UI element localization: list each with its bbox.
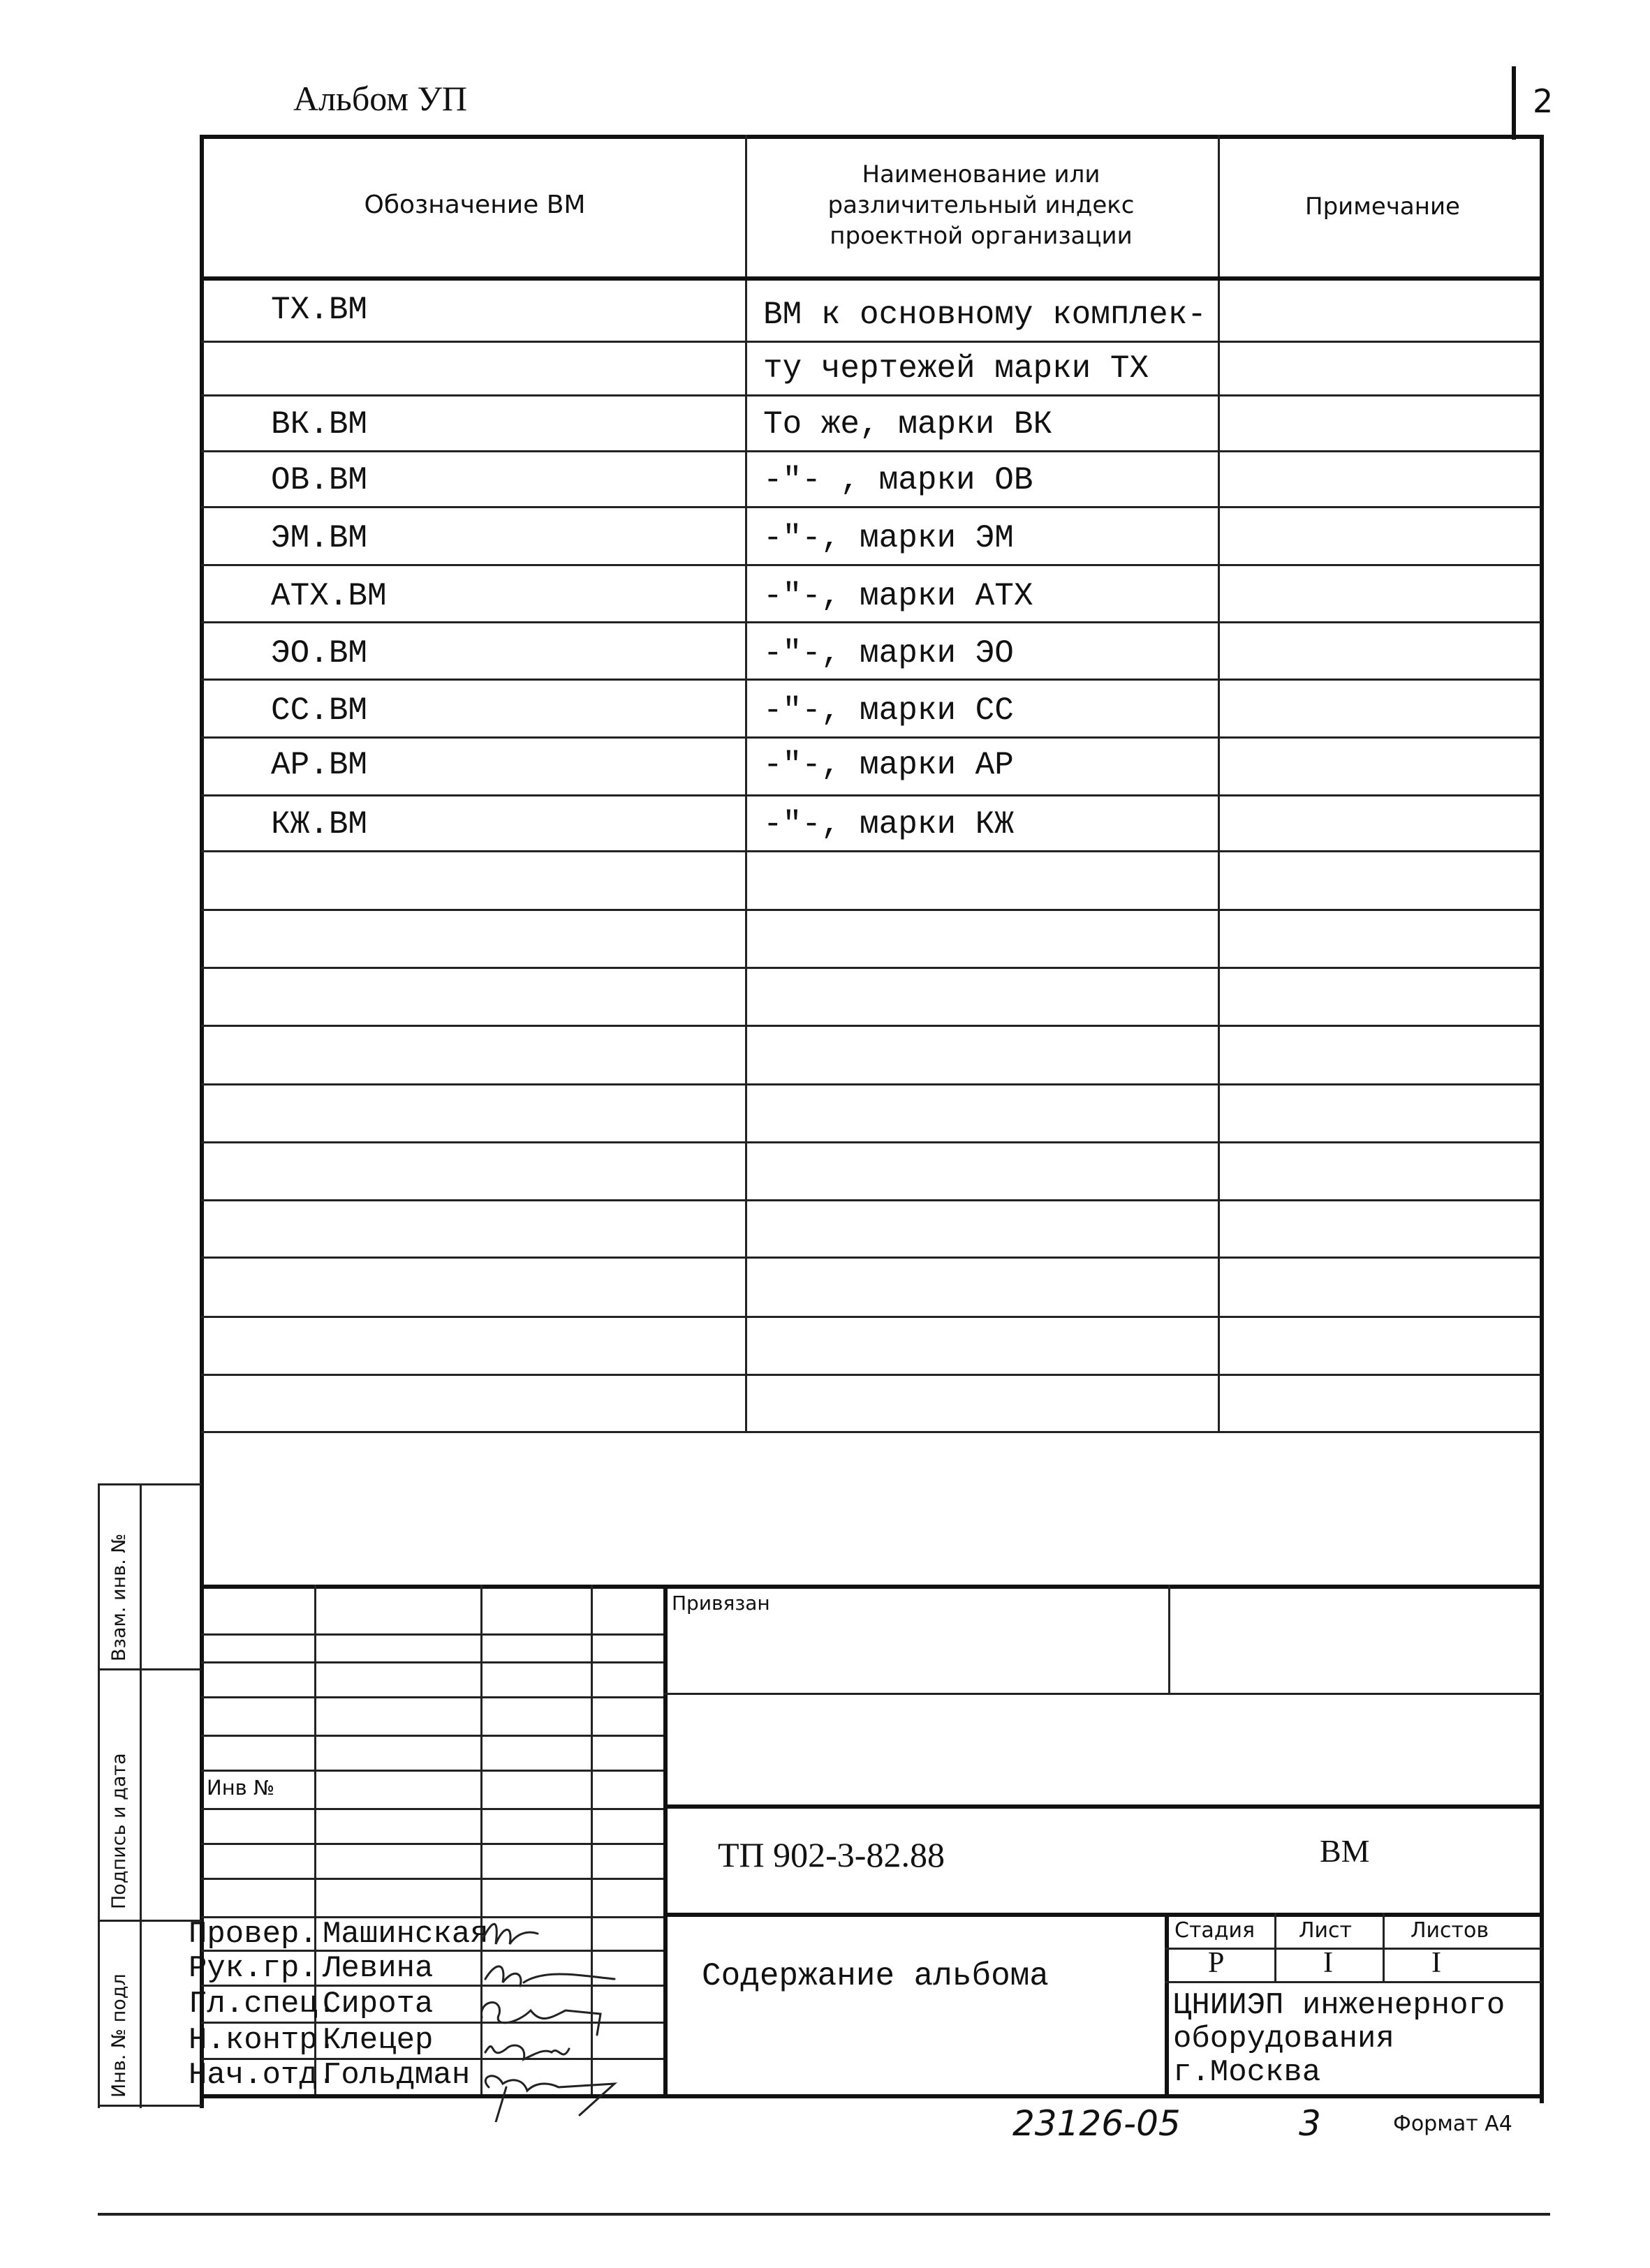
table-top-border — [201, 135, 1543, 139]
row-name: -"-, марки СС — [763, 692, 1014, 729]
row-line — [201, 1431, 1540, 1433]
sig-row-line — [201, 1843, 663, 1845]
row-designation: ВК.ВМ — [271, 406, 368, 443]
row-name: -"-, марки АТХ — [763, 578, 1033, 614]
row-name: То же, марки ВК — [763, 406, 1053, 443]
sheet-value: I — [1323, 1947, 1333, 1979]
sig-row-line — [201, 1633, 663, 1636]
side-stamp-line — [98, 1483, 201, 1485]
title-block-top — [201, 1585, 1542, 1589]
frame-left-border — [200, 135, 204, 2108]
row-name: -"-, марки КЖ — [763, 806, 1014, 843]
stage-block-left — [1165, 1913, 1169, 2094]
stage-value: Р — [1208, 1947, 1225, 1979]
row-designation: ЭМ.ВМ — [271, 520, 368, 556]
sig-name: Клецер — [323, 2023, 434, 2058]
row-line — [201, 564, 1540, 566]
side-label-vzam: Взам. инв. № — [108, 1533, 130, 1661]
sig-row-line — [201, 1735, 663, 1737]
stage-header: Стадия — [1174, 1918, 1255, 1943]
stage-col-divider — [1274, 1913, 1276, 1981]
row-line — [201, 1025, 1540, 1027]
row-line — [201, 967, 1540, 969]
sig-row-line — [201, 1878, 663, 1880]
col-header-name: Наименование или различительный индекс проектной организации — [827, 161, 1135, 250]
side-stamp-line — [98, 2105, 201, 2107]
page-number: 3 — [1299, 2103, 1321, 2144]
sig-role: Провер. — [189, 1917, 318, 1952]
sig-name: Машинская — [323, 1917, 489, 1952]
col-header-designation: Обозначение ВМ — [364, 191, 586, 219]
side-stamp-inner-border — [140, 1483, 142, 2108]
row-line — [201, 1199, 1540, 1201]
doc-mark: ВМ — [1320, 1833, 1370, 1869]
handwritten-signatures — [475, 1913, 642, 2122]
privyazan-label: Привязан — [672, 1592, 770, 1615]
sig-name: Гольдман — [323, 2058, 471, 2093]
sig-role: Рук.гр. — [189, 1951, 318, 1986]
sheet-header: Лист — [1299, 1918, 1353, 1943]
signature-levina — [485, 1966, 614, 1986]
row-line — [201, 506, 1540, 508]
stage-col-divider — [1383, 1913, 1385, 1981]
row-name: -"-, марки ЭО — [763, 635, 1014, 672]
row-line — [201, 909, 1540, 911]
sig-row-line — [201, 1808, 663, 1810]
header-divider — [1512, 66, 1516, 140]
privyazan-bottom — [663, 1693, 1542, 1695]
archive-code: 23126-05 — [1012, 2103, 1181, 2144]
row-name: -"-, марки ЭМ — [763, 520, 1014, 556]
side-label-podpis: Подпись и дата — [108, 1753, 130, 1909]
privyazan-divider — [1168, 1585, 1170, 1693]
row-line — [201, 1316, 1540, 1318]
sig-name: Левина — [323, 1951, 434, 1986]
row-name: -"- , марки ОВ — [763, 462, 1033, 498]
sheet-number: 2 — [1533, 82, 1554, 120]
sig-role: Н.контр. — [189, 2023, 337, 2058]
row-designation: КЖ.ВМ — [271, 806, 368, 843]
org-line-2: оборудования — [1173, 2022, 1394, 2056]
sig-row-line — [201, 1770, 663, 1772]
row-line — [201, 450, 1540, 452]
row-designation: ТХ.ВМ — [271, 292, 368, 328]
sheets-header: Листов — [1410, 1918, 1489, 1943]
signature-sirota — [482, 2003, 601, 2035]
sig-row-line — [201, 1661, 663, 1663]
sig-row-line — [201, 1696, 663, 1698]
sheets-value: I — [1431, 1947, 1441, 1979]
code-row-top — [663, 1804, 1542, 1809]
row-line — [201, 1141, 1540, 1143]
row-designation: ЭО.ВМ — [271, 635, 368, 672]
bottom-rule — [98, 2213, 1550, 2216]
signature-kletser — [485, 2045, 569, 2059]
org-line-3: г.Москва — [1173, 2055, 1321, 2090]
row-line — [201, 1083, 1540, 1085]
signature-goldman — [485, 2076, 614, 2122]
stage-value-line — [1165, 1981, 1542, 1983]
album-title: Альбом УП — [293, 79, 467, 118]
row-line — [201, 1374, 1540, 1376]
inv-no-label: Инв № — [207, 1776, 275, 1800]
row-designation: АТХ.ВМ — [271, 578, 387, 614]
row-line — [201, 736, 1540, 739]
title-block-bottom — [201, 2094, 1542, 2098]
col-divider-1 — [745, 135, 747, 1433]
row-line — [201, 341, 1540, 343]
row-line — [201, 679, 1540, 681]
row-name: ту чертежей марки ТХ — [763, 350, 1149, 387]
side-stamp-line — [98, 1668, 201, 1670]
row-line — [201, 794, 1540, 796]
sig-role: Нач.отд. — [189, 2058, 337, 2093]
sig-block-right-border — [663, 1585, 668, 2094]
sig-role: Гл.спец. — [189, 1987, 337, 2022]
side-stamp-line — [98, 1920, 201, 1922]
row-designation: СС.ВМ — [271, 692, 368, 729]
code-row-bottom — [663, 1913, 1542, 1917]
side-label-inv: Инв. № подл — [108, 1973, 130, 2098]
doc-code: ТП 902-3-82.88 — [718, 1835, 945, 1874]
row-designation: АР.ВМ — [271, 747, 368, 783]
col-header-note: Примечание — [1305, 193, 1460, 221]
row-line — [201, 850, 1540, 852]
row-line — [201, 394, 1540, 396]
row-line — [201, 1257, 1540, 1259]
format-label: Формат А4 — [1393, 2112, 1512, 2136]
row-line — [201, 621, 1540, 623]
col-divider-2 — [1218, 135, 1220, 1433]
row-designation: ОВ.ВМ — [271, 462, 368, 498]
side-stamp-left-border — [98, 1483, 100, 2108]
doc-title: Содержание альбома — [702, 1958, 1049, 1994]
signature-mashinskaya — [482, 1924, 538, 1944]
header-bottom-border — [201, 276, 1542, 281]
row-name: ВМ к основному комплек- — [763, 297, 1207, 333]
sig-name: Сирота — [323, 1987, 434, 2022]
org-line-1: ЦНИИЭП инженерного — [1173, 1988, 1505, 2023]
row-name: -"-, марки АР — [763, 747, 1014, 783]
